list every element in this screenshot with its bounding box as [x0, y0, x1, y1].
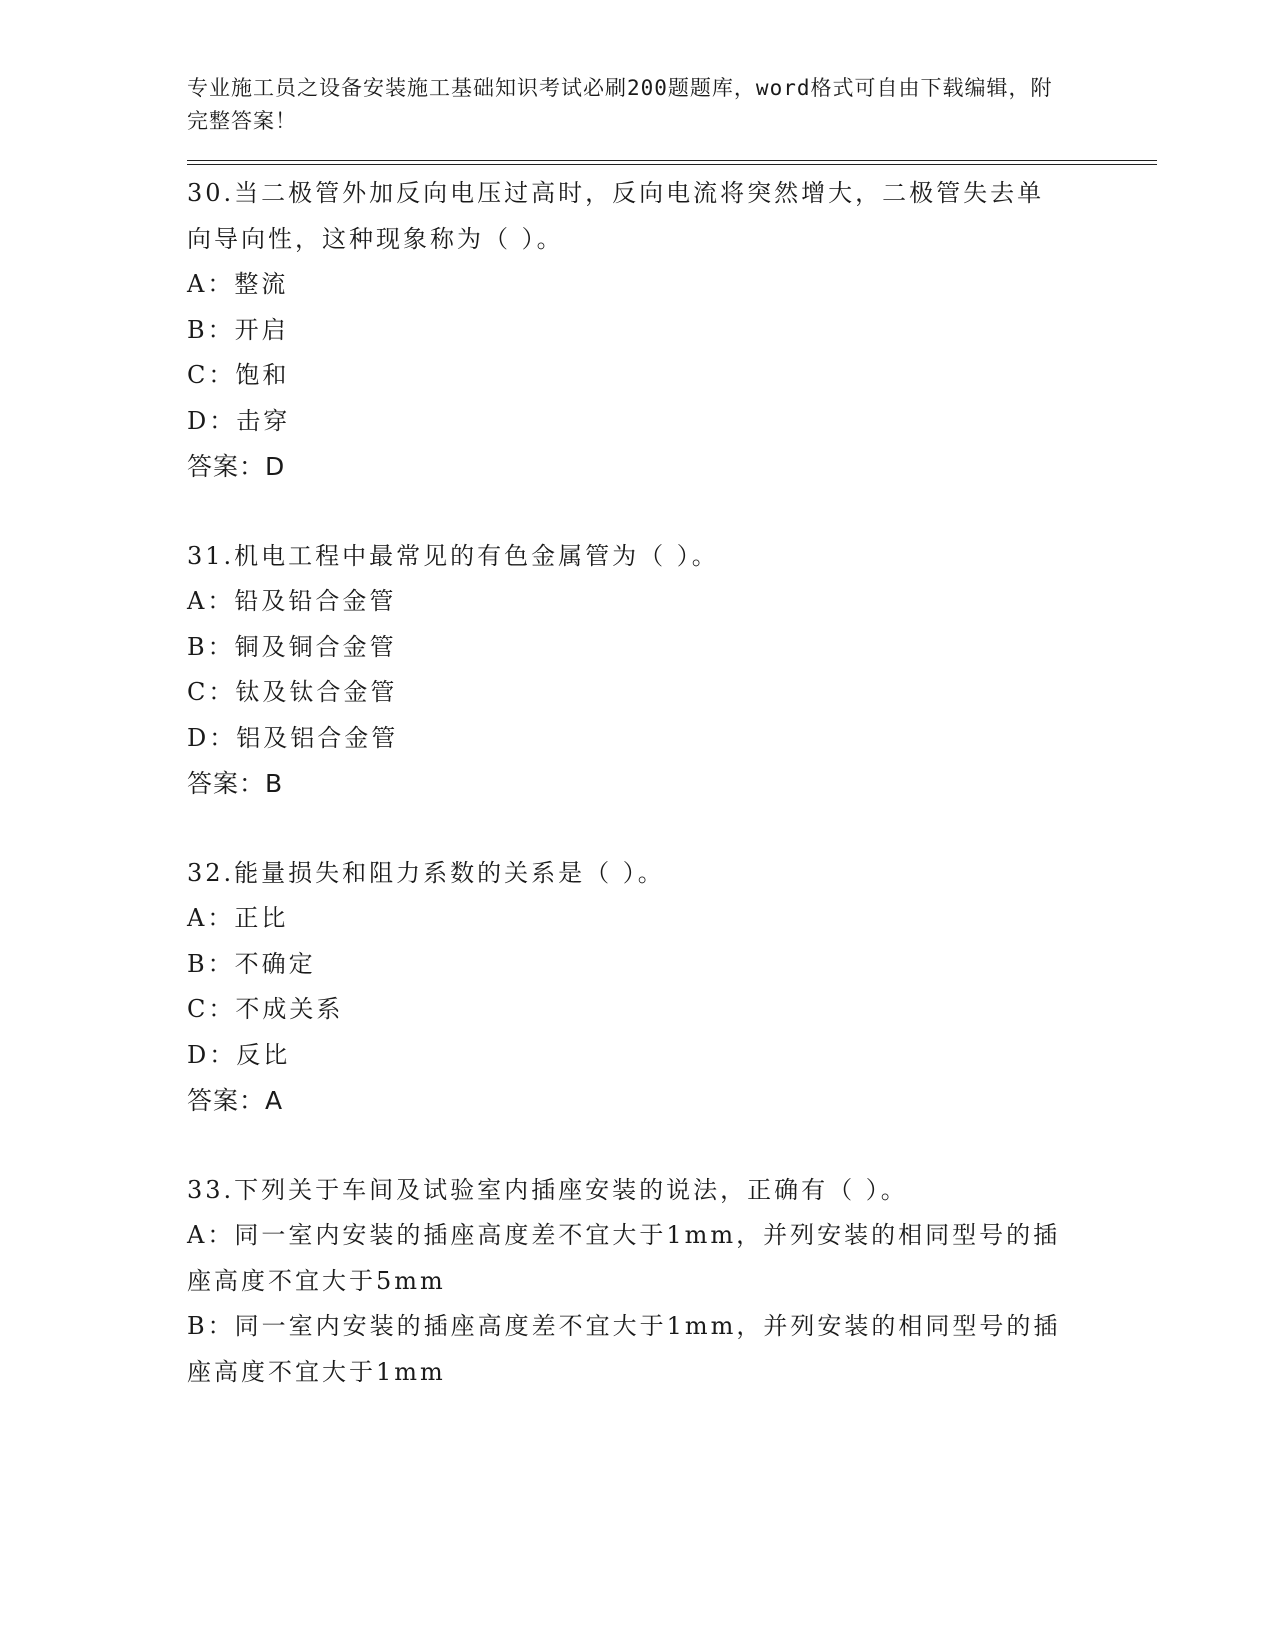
question-item	[187, 851, 1157, 1124]
answer-line: 答案：B	[187, 769, 284, 798]
option-c: C：钛及钛合金管	[187, 678, 398, 706]
question-stem: 30.当二极管外加反向电压过高时，反向电流将突然增大，二极管失去单向导向性，这种现象称为（ ）。	[187, 179, 1045, 253]
question-stem: 33.下列关于车间及试验室内插座安装的说法，正确有（ ）。	[187, 1175, 908, 1204]
option-b: B：不确定	[187, 949, 316, 978]
question-stem: 31.机电工程中最常见的有色金属管为（ ）。	[187, 541, 719, 570]
option-b: B：开启	[187, 315, 289, 344]
document-page	[187, 72, 1157, 1439]
option-a: A：正比	[187, 904, 289, 932]
question-item	[187, 534, 1157, 807]
question-list	[187, 171, 1157, 1395]
option-b: B：铜及铜合金管	[187, 632, 397, 661]
option-a: A：同一室内安装的插座高度差不宜大于1mm，并列安装的相同型号的插座高度不宜大于5mm	[187, 1221, 1061, 1295]
option-d: D：击穿	[187, 406, 291, 435]
header-divider	[187, 160, 1157, 165]
question-item	[187, 1168, 1157, 1396]
answer-line: 答案：A	[187, 1086, 284, 1115]
question-item	[187, 171, 1157, 490]
option-a: A：整流	[187, 270, 289, 298]
option-c: C：不成关系	[187, 995, 344, 1023]
option-d: D：铝及铝合金管	[187, 723, 399, 752]
question-stem: 32.能量损失和阻力系数的关系是（ ）。	[187, 858, 665, 887]
option-b: B：同一室内安装的插座高度差不宜大于1mm，并列安装的相同型号的插座高度不宜大于1mm	[187, 1312, 1061, 1386]
option-a: A：铅及铅合金管	[187, 587, 397, 615]
answer-line: 答案：D	[187, 452, 286, 481]
document-header: 专业施工员之设备安装施工基础知识考试必刷200题题库，word格式可自由下载编辑，附完整答案！	[187, 76, 1053, 133]
option-c: C：饱和	[187, 361, 290, 389]
option-d: D：反比	[187, 1040, 291, 1069]
